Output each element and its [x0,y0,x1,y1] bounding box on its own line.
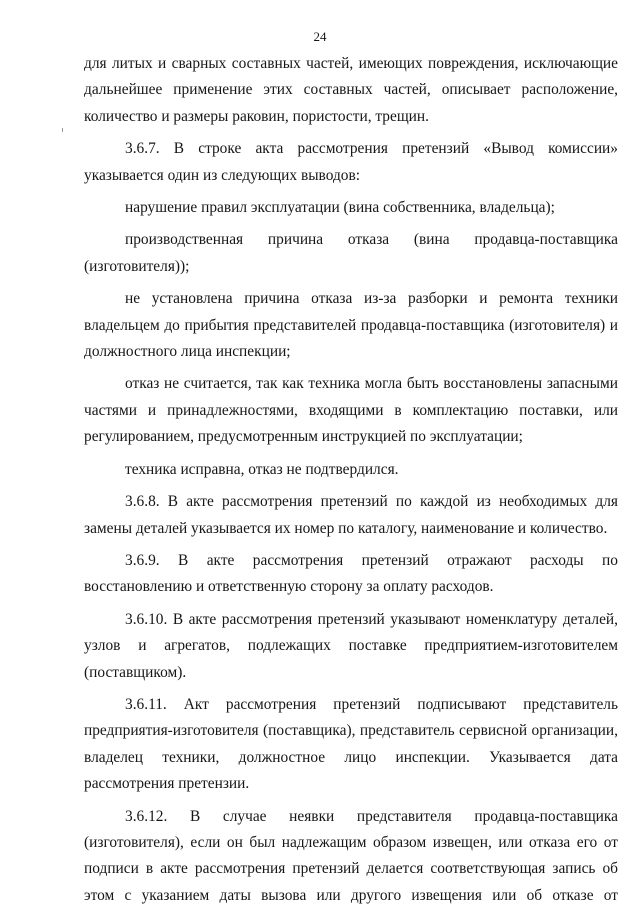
list-item-conclusion: отказ не считается, так как техника могла быть восстановлены запасными частями и принадлежностями, входящими в комплектацию поставки, или регулированием, предусмотренным инструкцией по эксплуатации; [84,375,618,446]
paragraph-3-6-10: 3.6.10. В акте рассмотрения претензий указывают номенклатуру деталей, узлов и агрегатов, подлежащих поставке предприятием-изготовителем (поставщиком). [84,610,618,681]
list-item-conclusion: техника исправна, отказ не подтвердился. [125,460,399,478]
scan-artifact [62,128,63,132]
list-item-conclusion: производственная причина отказа (вина продавца-поставщика (изготовителя)); [84,231,618,275]
paragraph-3-6-11: 3.6.11. Акт рассмотрения претензий подписывают представитель предприятия-изготовителя (поставщика), представитель сервисной организации, владелец техники, должностное лицо инспекции. Указывается дата рассмотрения претензии. [84,695,618,793]
page-number: 24 [313,29,327,44]
paragraph-3-6-12: 3.6.12. В случае неявки представителя продавца-поставщика (изготовителя), если он был надлежащим образом извещен, или отказа его от подписи в акте рассмотрения претензий делается соответствующая запись об этом с указанием даты вызова или другого извещения или об отказе от [84,807,618,904]
paragraph-3-6-7: 3.6.7. В строке акта рассмотрения претензий «Вывод комиссии» указывается один из следующих выводов: [84,140,618,184]
list-item-conclusion: не установлена причина отказа из-за разборки и ремонта техники владельцем до прибытия представителей продавца-поставщика (изготовителя) и должностного лица инспекции; [84,290,618,361]
list-item-conclusion: нарушение правил эксплуатации (вина собственника, владельца); [125,199,555,217]
paragraph-3-6-9: 3.6.9. В акте рассмотрения претензий отражают расходы по восстановлению и ответственную сторону за оплату расходов. [84,551,618,596]
document-body [84,51,618,909]
paragraph-3-6-8: 3.6.8. В акте рассмотрения претензий по каждой из необходимых для замены деталей указывается их номер по каталогу, наименование и количество. [84,493,618,537]
paragraph-continuation: для литых и сварных составных частей, имеющих повреждения, исключающие дальнейшее применение этих составных частей, описывает расположение, количество и размеры раковин, пористости, трещин. [84,55,618,125]
